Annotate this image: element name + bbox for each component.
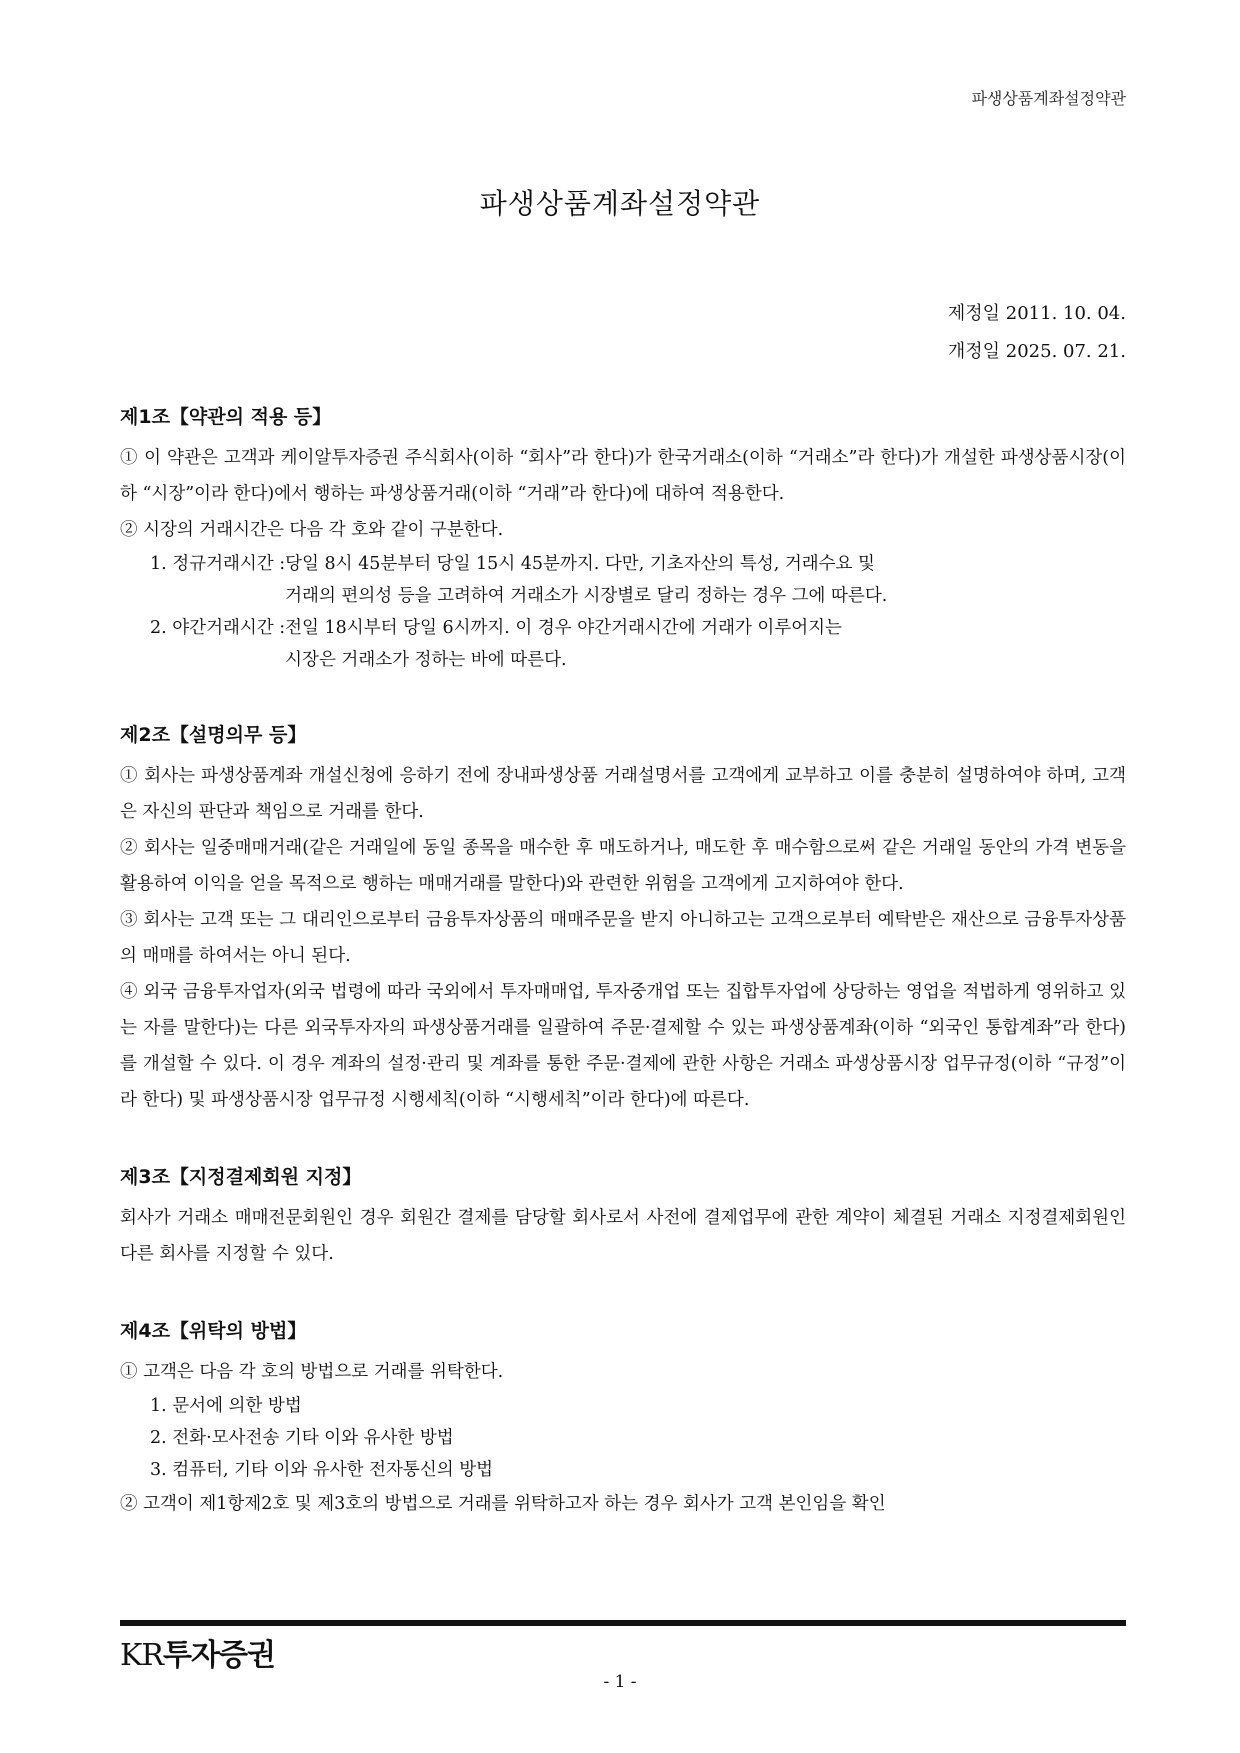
item-line: 시장은 거래소가 정하는 바에 따른다. — [285, 650, 567, 670]
article-2 — [120, 718, 1126, 1118]
running-header: 파생상품계좌설정약관 — [971, 89, 1126, 108]
article-4 — [120, 1314, 1126, 1522]
paragraph: ④ 외국 금융투자업자(외국 법령에 따라 국외에서 투자매매업, 투자중개업 또는 집합투자업에 상당하는 영업을 적법하게 영위하고 있는 자를 말한다)는 다른 외국투자자의 파생상품거래를 일괄하여 주문·결제할 수 있는 파생상품계좌(이하 “외국인 통합계좌”라 한다)를 개설할 수 있다. 이 경우 계좌의 설정·관리 및 계좌를 통한 주문·결제에 관한 사항은 거래소 파생상품시장 업무규정(이하 “규정”이라 한다) 및 파생상품시장 업무규정 시행세칙(이하 “시행세칙”이라 한다)에 따른다. — [120, 982, 1126, 1110]
document-title: 파생상품계좌설정약관 — [479, 187, 761, 220]
item-label: 1. 정규거래시간 : — [150, 554, 286, 574]
article-heading: 제3조【지정결제회원 지정】 — [120, 1166, 362, 1188]
list-item: 2. 전화·모사전송 기타 이와 유사한 방법 — [150, 1428, 454, 1448]
article-1 — [120, 400, 1126, 676]
item-line: 당일 8시 45분부터 당일 15시 45분까지. 다만, 기초자산의 특성, 거래수요 및 — [285, 554, 875, 574]
article-heading: 제1조【약관의 적용 등】 — [120, 406, 332, 428]
paragraph: ② 회사는 일중매매거래(같은 거래일에 동일 종목을 매수한 후 매도하거나, 매도한 후 매수함으로써 같은 거래일 동안의 가격 변동을 활용하여 이익을 얻을 목적으로 행하는 매매거래를 말한다)와 관련한 위험을 고객에게 고지하여야 한다. — [120, 838, 1126, 894]
paragraph: ③ 회사는 고객 또는 그 대리인으로부터 금융투자상품의 매매주문을 받지 아니하고는 고객으로부터 예탁받은 재산으로 금융투자상품의 매매를 하여서는 아니 된다. — [120, 910, 1126, 966]
company-logo — [120, 1630, 275, 1674]
dates-block — [948, 295, 1126, 371]
page-number: - 1 - — [603, 1672, 637, 1692]
paragraph: ② 고객이 제1항제2호 및 제3호의 방법으로 거래를 위탁하고자 하는 경우 회사가 고객 본인임을 확인 — [120, 1494, 886, 1514]
paragraph: ② 시장의 거래시간은 다음 각 호와 같이 구분한다. — [120, 520, 504, 540]
list-item — [120, 612, 1126, 676]
item-line: 거래의 편의성 등을 고려하여 거래소가 시장별로 달리 정하는 경우 그에 따른다. — [285, 586, 888, 606]
document-body — [120, 400, 1126, 1522]
item-text — [285, 548, 1126, 612]
logo-kr: KR — [120, 1638, 163, 1673]
paragraph: 회사가 거래소 매매전문회원인 경우 회원간 결제를 담당할 회사로서 사전에 결제업무에 관한 계약이 체결된 거래소 지정결제회원인 다른 회사를 지정할 수 있다. — [120, 1208, 1126, 1264]
item-text — [285, 612, 1126, 676]
amended-date: 개정일 2025. 07. 21. — [947, 341, 1126, 362]
article-3 — [120, 1160, 1126, 1272]
footer-rule — [120, 1620, 1126, 1626]
item-line: 전일 18시부터 당일 6시까지. 이 경우 야간거래시간에 거래가 이루어지는 — [285, 618, 842, 638]
list-item — [120, 548, 1126, 612]
paragraph: ① 회사는 파생상품계좌 개설신청에 응하기 전에 장내파생상품 거래설명서를 고객에게 교부하고 이를 충분히 설명하여야 하며, 고객은 자신의 판단과 책임으로 거래를 한다. — [120, 766, 1126, 822]
list-item: 3. 컴퓨터, 기타 이와 유사한 전자통신의 방법 — [150, 1460, 494, 1480]
item-label: 2. 야간거래시간 : — [150, 618, 286, 638]
enacted-date: 제정일 2011. 10. 04. — [947, 303, 1126, 324]
paragraph: ① 고객은 다음 각 호의 방법으로 거래를 위탁한다. — [120, 1362, 504, 1382]
list-item: 1. 문서에 의한 방법 — [150, 1396, 302, 1416]
logo-text: 투자증권 — [163, 1638, 275, 1673]
paragraph: ① 이 약관은 고객과 케이알투자증권 주식회사(이하 “회사”라 한다)가 한국거래소(이하 “거래소”라 한다)가 개설한 파생상품시장(이하 “시장”이라 한다)에서 행하는 파생상품거래(이하 “거래”라 한다)에 대하여 적용한다. — [120, 448, 1126, 504]
article-heading: 제4조【위탁의 방법】 — [120, 1320, 307, 1342]
article-heading: 제2조【설명의무 등】 — [120, 724, 307, 746]
